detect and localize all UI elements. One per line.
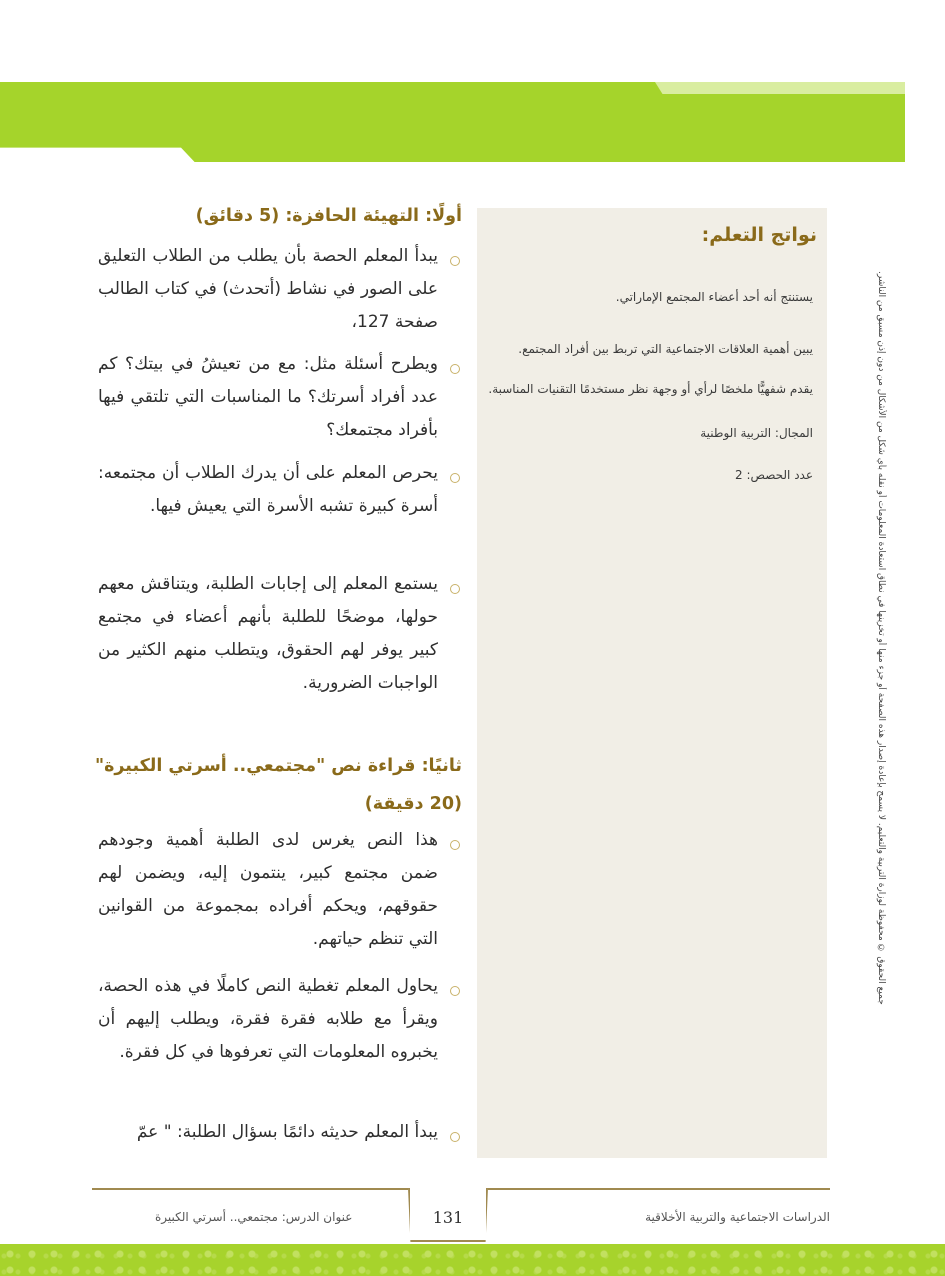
section2-heading: [95, 756, 462, 776]
copyright-note: جميع الحقوق © محفوظة لوزارة التربية والتعليم. لا يسمح بإعادة إصدار هذه الصفحة أو جزء منها أو تخزينها في نطاق استعادة المعلومات أو نقله بأي شكل من الأشكال من دون إذن مسبق من الناشر.: [876, 271, 886, 1005]
section1-heading: [196, 206, 462, 226]
section2-bullet-2: يحاول المعلم تغطية النص كاملًا في هذه الحصة، ويقرأ مع طلابه فقرة فقرة، ويطلب إليهم أن يخبروه المعلومات التي تعرفوها في كل فقرة.: [98, 976, 438, 1062]
section1-label: أولًا:: [425, 206, 462, 226]
header-band: [0, 82, 905, 162]
section1-bullet-3: يحرص المعلم على أن يدرك الطلاب أن مجتمعه: أسرة كبيرة تشبه الأسرة التي يعيش فيها.: [98, 463, 438, 516]
footer-rule-left: [92, 1188, 408, 1190]
page-number: 131: [432, 1208, 464, 1227]
outcome-line: يستنتج أنه أحد أعضاء المجتمع الإماراتي.: [615, 290, 813, 304]
section2-title: قراءة نص "مجتمعي.. أسرتي الكبيرة": [94, 756, 416, 776]
main-column: [90, 200, 462, 1160]
bullet-icon: [450, 1132, 460, 1142]
footer-rule-right: [488, 1188, 830, 1190]
section2-label: ثانيًا:: [421, 756, 462, 776]
section1-bullet-2: ويطرح أسئلة مثل: مع من تعيشُ في بيتك؟ كم عدد أفراد أسرتك؟ ما المناسبات التي تلتقي فيها بأفراد مجتمعك؟: [98, 354, 438, 440]
outcome-line: يبين أهمية العلاقات الاجتماعية التي تربط بين أفراد المجتمع.: [518, 342, 813, 356]
outcomes-title: نواتج التعلم:: [701, 224, 817, 246]
learning-outcomes-box: [477, 208, 827, 1158]
footer-pattern-band: [0, 1244, 945, 1276]
bullet-icon: [450, 986, 460, 996]
bullet-icon: [450, 473, 460, 483]
section2-bullet-3: يبدأ المعلم حديثه دائمًا بسؤال الطلبة: " عمّ: [136, 1122, 438, 1142]
outcome-line: يقدم شفهيًّا ملخصًا لرأي أو وجهة نظر مستخدمًا التقنيات المناسبة.: [488, 382, 813, 396]
footer-subject: الدراسات الاجتماعية والتربية الأخلاقية: [645, 1210, 830, 1224]
section2-duration: (20 دقيقة): [364, 794, 462, 814]
outcome-domain: المجال: التربية الوطنية: [700, 426, 813, 440]
section1-bullet-1: يبدأ المعلم الحصة بأن يطلب من الطلاب التعليق على الصور في نشاط (أتحدث) في كتاب الطالب صفحة 127،: [98, 246, 438, 332]
bullet-icon: [450, 840, 460, 850]
section1-bullet-4: يستمع المعلم إلى إجابات الطلبة، ويتناقش معهم حولها، موضحًا للطلبة بأنهم أعضاء في مجتمع كبير يوفر لهم الحقوق، ويتطلب منهم الكثير من الواجبات الضرورية.: [98, 574, 438, 693]
section2-bullet-1: هذا النص يغرس لدى الطلبة أهمية وجودهم ضمن مجتمع كبير، ينتمون إليه، ويضمن لهم حقوقهم، ويحكم أفراده بمجموعة من القوانين التي تنظم حياتهم.: [98, 830, 438, 949]
section1-title: التهيئة الحافزة:: [285, 206, 419, 226]
footer-lesson-title: عنوان الدرس: مجتمعي.. أسرتي الكبيرة: [155, 1210, 353, 1224]
bullet-icon: [450, 364, 460, 374]
header-strip: [655, 82, 905, 94]
section1-duration: (5 دقائق): [195, 206, 280, 226]
bullet-icon: [450, 584, 460, 594]
bullet-icon: [450, 256, 460, 266]
outcome-sessions: عدد الحصص: 2: [735, 468, 813, 482]
